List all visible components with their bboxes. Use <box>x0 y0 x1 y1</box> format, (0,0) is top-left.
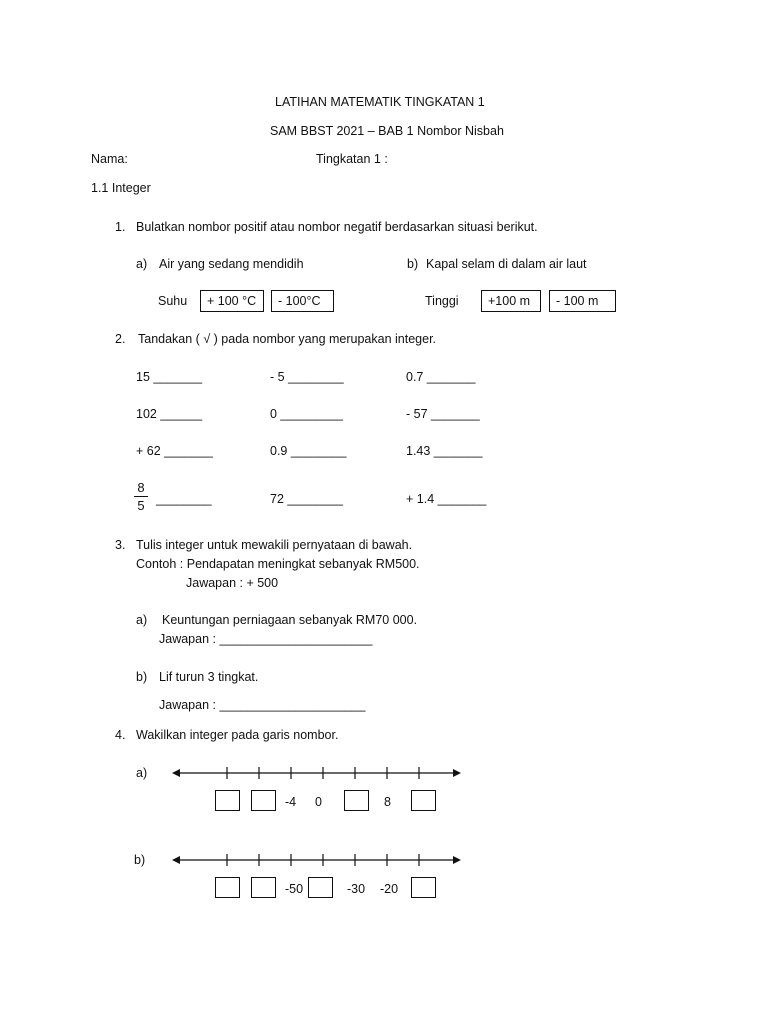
q4-number: 4. <box>115 728 126 742</box>
q2-item[interactable]: 15 _______ <box>136 370 203 384</box>
q1-number: 1. <box>115 220 126 234</box>
answer-box[interactable] <box>251 790 276 811</box>
q1b-label: b) <box>407 257 419 271</box>
page-subtitle: SAM BBST 2021 – BAB 1 Nombor Nisbah <box>270 124 504 138</box>
tinggi-option-negative[interactable]: - 100 m <box>549 290 616 312</box>
answer-box[interactable] <box>215 790 240 811</box>
q3b-label: b) <box>136 670 148 684</box>
q3-example-answer: Jawapan : + 500 <box>186 576 279 590</box>
number-line-value: -20 <box>380 882 399 896</box>
q3b-text: Lif turun 3 tingkat. <box>159 670 259 684</box>
q2-number: 2. <box>115 332 126 346</box>
q3-example: Contoh : Pendapatan meningkat sebanyak RM500. <box>136 557 420 571</box>
q1a-text: Air yang sedang mendidih <box>159 257 304 271</box>
fraction-numerator: 8 <box>137 480 145 495</box>
q1b-text: Kapal selam di dalam air laut <box>426 257 587 271</box>
answer-box[interactable] <box>344 790 369 811</box>
q4a-label: a) <box>136 766 148 780</box>
suhu-option-positive[interactable]: + 100 °C <box>200 290 264 312</box>
q2-text: Tandakan ( √ ) pada nombor yang merupakan integer. <box>138 332 437 346</box>
number-line-value: 0 <box>315 795 322 809</box>
page-title: LATIHAN MATEMATIK TINGKATAN 1 <box>275 95 485 109</box>
q3-number: 3. <box>115 538 126 552</box>
section-heading: 1.1 Integer <box>91 181 151 195</box>
q4-text: Wakilkan integer pada garis nombor. <box>136 728 339 742</box>
q2-item[interactable]: - 5 ________ <box>270 370 344 384</box>
q2-item[interactable]: 0.7 _______ <box>406 370 476 384</box>
tinggi-option-positive[interactable]: +100 m <box>481 290 541 312</box>
q2-item[interactable]: 102 ______ <box>136 407 203 421</box>
tinggi-label: Tinggi <box>425 294 459 308</box>
q2-item[interactable]: 72 ________ <box>270 492 343 506</box>
nama-label: Nama: <box>91 152 128 166</box>
suhu-option-negative[interactable]: - 100°C <box>271 290 334 312</box>
q2-item[interactable]: ________ <box>156 492 212 506</box>
q3b-answer-field[interactable]: Jawapan : _____________________ <box>159 698 366 712</box>
q2-item[interactable]: 1.43 _______ <box>406 444 483 458</box>
q3a-label: a) <box>136 613 148 627</box>
number-line-b <box>172 854 461 866</box>
q3a-text: Keuntungan perniagaan sebanyak RM70 000. <box>162 613 418 627</box>
q3a-answer-field[interactable]: Jawapan : ______________________ <box>159 632 373 646</box>
number-line-value: -4 <box>285 795 297 809</box>
answer-box[interactable] <box>411 790 436 811</box>
q2-item[interactable]: 0.9 ________ <box>270 444 347 458</box>
answer-box[interactable] <box>411 877 436 898</box>
number-line-value: -50 <box>285 882 304 896</box>
number-line-a <box>172 767 461 779</box>
q2-item[interactable]: + 1.4 _______ <box>406 492 487 506</box>
q1-text: Bulatkan nombor positif atau nombor negatif berdasarkan situasi berikut. <box>136 220 538 234</box>
q3-text: Tulis integer untuk mewakili pernyataan di bawah. <box>136 538 413 552</box>
answer-box[interactable] <box>251 877 276 898</box>
q2-item[interactable]: - 57 _______ <box>406 407 480 421</box>
q4b-label: b) <box>134 853 146 867</box>
q1a-label: a) <box>136 257 148 271</box>
q2-item[interactable]: 0 _________ <box>270 407 343 421</box>
answer-box[interactable] <box>308 877 333 898</box>
number-line-value: -30 <box>347 882 366 896</box>
number-line-value: 8 <box>384 795 391 809</box>
answer-box[interactable] <box>215 877 240 898</box>
suhu-label: Suhu <box>158 294 188 308</box>
q2-item[interactable]: + 62 _______ <box>136 444 213 458</box>
fraction-denominator: 5 <box>137 498 145 513</box>
tingkatan-label: Tingkatan 1 : <box>316 152 388 166</box>
